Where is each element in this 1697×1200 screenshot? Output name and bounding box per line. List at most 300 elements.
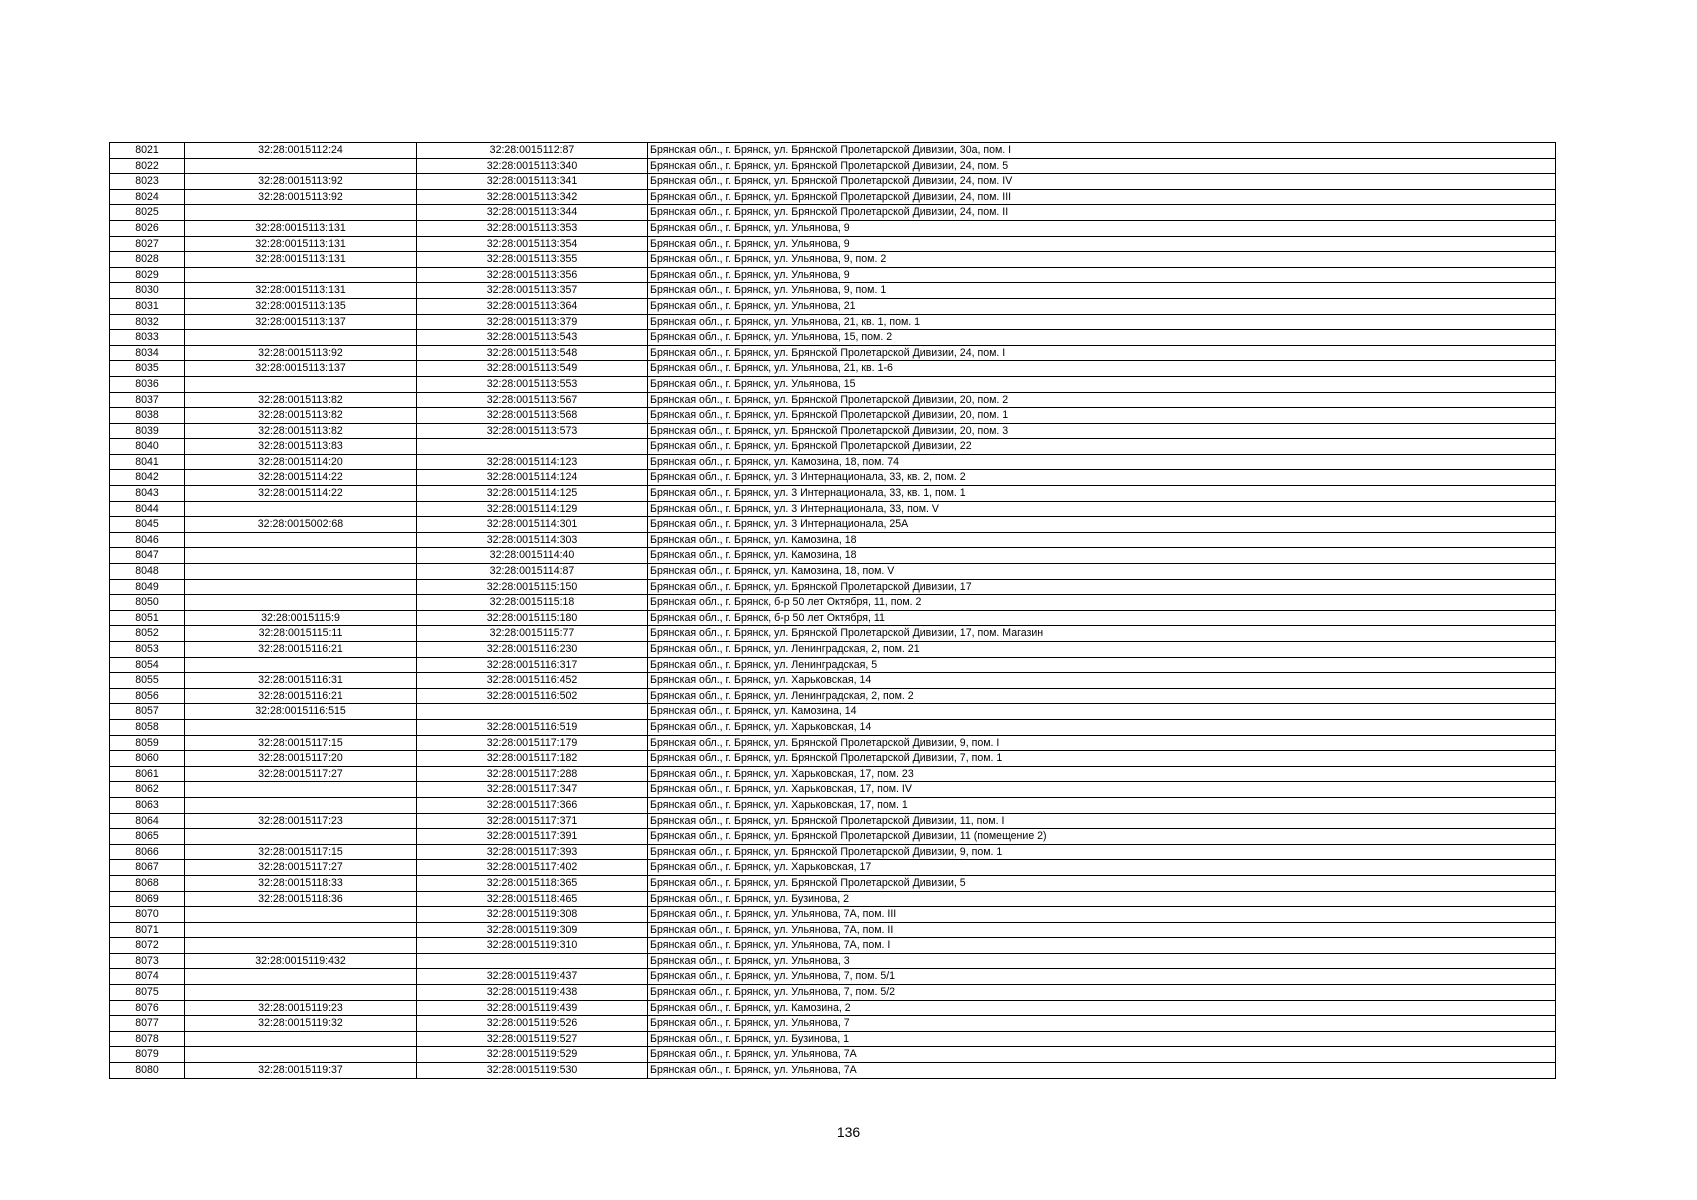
address-cell: Брянская обл., г. Брянск, ул. Ульянова, 7, пом. 5/1 [648,969,1556,985]
address-cell: Брянская обл., г. Брянск, ул. 3 Интернационала, 33, пом. V [648,501,1556,517]
row-number-cell: 8024 [110,189,185,205]
table-row [110,330,1556,346]
land-plot-cadastral-cell: 32:28:0015118:33 [185,875,417,891]
table-row [110,517,1556,533]
address-cell: Брянская обл., г. Брянск, ул. Камозина, 14 [648,704,1556,720]
address-cell: Брянская обл., г. Брянск, ул. Брянской Пролетарской Дивизии, 22 [648,439,1556,455]
table-row [110,392,1556,408]
row-number-cell: 8044 [110,501,185,517]
address-cell: Брянская обл., г. Брянск, ул. 3 Интернационала, 25А [648,517,1556,533]
row-number-cell: 8025 [110,205,185,221]
row-number-cell: 8054 [110,657,185,673]
row-number-cell: 8076 [110,1000,185,1016]
row-number-cell: 8043 [110,486,185,502]
address-cell: Брянская обл., г. Брянск, ул. Брянской Пролетарской Дивизии, 17, пом. Магазин [648,626,1556,642]
table-row [110,283,1556,299]
row-number-cell: 8049 [110,579,185,595]
address-cell: Брянская обл., г. Брянск, ул. Брянской Пролетарской Дивизии, 20, пом. 2 [648,392,1556,408]
table-row [110,797,1556,813]
table-row [110,252,1556,268]
row-number-cell: 8069 [110,891,185,907]
row-number-cell: 8056 [110,688,185,704]
object-cadastral-cell: 32:28:0015118:365 [417,875,648,891]
row-number-cell: 8028 [110,252,185,268]
address-cell: Брянская обл., г. Брянск, ул. Брянской Пролетарской Дивизии, 24, пом. II [648,205,1556,221]
table-row [110,236,1556,252]
object-cadastral-cell: 32:28:0015113:342 [417,189,648,205]
address-cell: Брянская обл., г. Брянск, ул. Брянской Пролетарской Дивизии, 20, пом. 3 [648,423,1556,439]
address-cell: Брянская обл., г. Брянск, ул. Ульянова, 3 [648,953,1556,969]
address-cell: Брянская обл., г. Брянск, ул. Камозина, 18 [648,532,1556,548]
table-row [110,595,1556,611]
object-cadastral-cell: 32:28:0015117:182 [417,751,648,767]
table-row [110,267,1556,283]
land-plot-cadastral-cell: 32:28:0015116:31 [185,673,417,689]
object-cadastral-cell: 32:28:0015119:437 [417,969,648,985]
land-plot-cadastral-cell [185,376,417,392]
table-row [110,1031,1556,1047]
table-row [110,953,1556,969]
object-cadastral-cell: 32:28:0015114:301 [417,517,648,533]
land-plot-cadastral-cell: 32:28:0015115:11 [185,626,417,642]
address-cell: Брянская обл., г. Брянск, ул. Брянской Пролетарской Дивизии, 24, пом. I [648,345,1556,361]
object-cadastral-cell: 32:28:0015113:568 [417,408,648,424]
table-row [110,907,1556,923]
table-row [110,439,1556,455]
table-row [110,174,1556,190]
object-cadastral-cell: 32:28:0015114:40 [417,548,648,564]
object-cadastral-cell: 32:28:0015113:354 [417,236,648,252]
land-plot-cadastral-cell [185,1031,417,1047]
address-cell: Брянская обл., г. Брянск, ул. Харьковская, 14 [648,673,1556,689]
table-row [110,719,1556,735]
land-plot-cadastral-cell [185,782,417,798]
address-cell: Брянская обл., г. Брянск, ул. Харьковская, 17, пом. 23 [648,766,1556,782]
address-cell: Брянская обл., г. Брянск, ул. Ульянова, 21, кв. 1, пом. 1 [648,314,1556,330]
land-plot-cadastral-cell: 32:28:0015113:92 [185,174,417,190]
table-row [110,532,1556,548]
address-cell: Брянская обл., г. Брянск, ул. Харьковская, 17, пом. 1 [648,797,1556,813]
table-row [110,751,1556,767]
table-row [110,189,1556,205]
land-plot-cadastral-cell [185,595,417,611]
row-number-cell: 8080 [110,1063,185,1079]
land-plot-cadastral-cell: 32:28:0015117:23 [185,813,417,829]
land-plot-cadastral-cell [185,158,417,174]
object-cadastral-cell: 32:28:0015119:308 [417,907,648,923]
page-number: 136 [836,1124,861,1140]
land-plot-cadastral-cell [185,797,417,813]
address-cell: Брянская обл., г. Брянск, ул. Брянской Пролетарской Дивизии, 9, пом. 1 [648,844,1556,860]
address-cell: Брянская обл., г. Брянск, ул. Брянской Пролетарской Дивизии, 7, пом. 1 [648,751,1556,767]
address-cell: Брянская обл., г. Брянск, ул. Ульянова, 9 [648,267,1556,283]
table-row [110,860,1556,876]
land-plot-cadastral-cell: 32:28:0015113:92 [185,345,417,361]
object-cadastral-cell: 32:28:0015117:391 [417,829,648,845]
address-cell: Брянская обл., г. Брянск, ул. Камозина, 18, пом. V [648,564,1556,580]
land-plot-cadastral-cell: 32:28:0015119:32 [185,1016,417,1032]
row-number-cell: 8071 [110,922,185,938]
row-number-cell: 8031 [110,298,185,314]
row-number-cell: 8066 [110,844,185,860]
row-number-cell: 8045 [110,517,185,533]
object-cadastral-cell: 32:28:0015113:340 [417,158,648,174]
row-number-cell: 8034 [110,345,185,361]
land-plot-cadastral-cell: 32:28:0015116:515 [185,704,417,720]
row-number-cell: 8079 [110,1047,185,1063]
land-plot-cadastral-cell [185,829,417,845]
land-plot-cadastral-cell: 32:28:0015117:15 [185,735,417,751]
land-plot-cadastral-cell: 32:28:0015119:37 [185,1063,417,1079]
land-plot-cadastral-cell: 32:28:0015113:82 [185,392,417,408]
address-cell: Брянская обл., г. Брянск, ул. Брянской Пролетарской Дивизии, 5 [648,875,1556,891]
table-row [110,423,1556,439]
object-cadastral-cell: 32:28:0015113:379 [417,314,648,330]
land-plot-cadastral-cell: 32:28:0015113:135 [185,298,417,314]
row-number-cell: 8068 [110,875,185,891]
land-plot-cadastral-cell: 32:28:0015113:131 [185,220,417,236]
land-plot-cadastral-cell: 32:28:0015113:92 [185,189,417,205]
table-row [110,470,1556,486]
row-number-cell: 8039 [110,423,185,439]
land-plot-cadastral-cell: 32:28:0015114:22 [185,486,417,502]
object-cadastral-cell: 32:28:0015112:87 [417,143,648,159]
address-cell: Брянская обл., г. Брянск, ул. Камозина, 2 [648,1000,1556,1016]
land-plot-cadastral-cell: 32:28:0015117:15 [185,844,417,860]
address-cell: Брянская обл., г. Брянск, ул. Ленинградская, 2, пом. 21 [648,642,1556,658]
table-row [110,205,1556,221]
row-number-cell: 8075 [110,985,185,1001]
land-plot-cadastral-cell: 32:28:0015116:21 [185,688,417,704]
land-plot-cadastral-cell: 32:28:0015113:131 [185,283,417,299]
object-cadastral-cell: 32:28:0015115:180 [417,610,648,626]
land-plot-cadastral-cell: 32:28:0015117:27 [185,766,417,782]
land-plot-cadastral-cell [185,330,417,346]
land-plot-cadastral-cell [185,657,417,673]
object-cadastral-cell: 32:28:0015119:529 [417,1047,648,1063]
table-row [110,688,1556,704]
object-cadastral-cell: 32:28:0015114:129 [417,501,648,517]
object-cadastral-cell: 32:28:0015113:353 [417,220,648,236]
object-cadastral-cell: 32:28:0015115:150 [417,579,648,595]
land-plot-cadastral-cell: 32:28:0015114:20 [185,454,417,470]
row-number-cell: 8027 [110,236,185,252]
address-cell: Брянская обл., г. Брянск, ул. Ленинградская, 2, пом. 2 [648,688,1556,704]
row-number-cell: 8058 [110,719,185,735]
row-number-cell: 8067 [110,860,185,876]
row-number-cell: 8059 [110,735,185,751]
row-number-cell: 8041 [110,454,185,470]
address-cell: Брянская обл., г. Брянск, ул. Бузинова, 2 [648,891,1556,907]
land-plot-cadastral-cell [185,985,417,1001]
object-cadastral-cell: 32:28:0015119:526 [417,1016,648,1032]
land-plot-cadastral-cell [185,922,417,938]
address-cell: Брянская обл., г. Брянск, ул. Ульянова, 7А, пом. I [648,938,1556,954]
address-cell: Брянская обл., г. Брянск, ул. Ульянова, 7А [648,1063,1556,1079]
row-number-cell: 8055 [110,673,185,689]
address-cell: Брянская обл., г. Брянск, ул. Ульянова, 9 [648,236,1556,252]
land-plot-cadastral-cell: 32:28:0015113:82 [185,423,417,439]
land-plot-cadastral-cell: 32:28:0015114:22 [185,470,417,486]
row-number-cell: 8072 [110,938,185,954]
table-row [110,844,1556,860]
land-plot-cadastral-cell: 32:28:0015113:137 [185,361,417,377]
table-row [110,813,1556,829]
address-cell: Брянская обл., г. Брянск, ул. Камозина, 18 [648,548,1556,564]
object-cadastral-cell: 32:28:0015116:230 [417,642,648,658]
table-row [110,610,1556,626]
address-cell: Брянская обл., г. Брянск, ул. Бузинова, 1 [648,1031,1556,1047]
row-number-cell: 8057 [110,704,185,720]
table-row [110,657,1556,673]
table-row [110,938,1556,954]
row-number-cell: 8030 [110,283,185,299]
row-number-cell: 8060 [110,751,185,767]
address-cell: Брянская обл., г. Брянск, ул. Брянской Пролетарской Дивизии, 20, пом. 1 [648,408,1556,424]
land-plot-cadastral-cell [185,205,417,221]
object-cadastral-cell: 32:28:0015119:439 [417,1000,648,1016]
object-cadastral-cell [417,953,648,969]
object-cadastral-cell: 32:28:0015117:347 [417,782,648,798]
land-plot-cadastral-cell [185,564,417,580]
table-row [110,220,1556,236]
row-number-cell: 8078 [110,1031,185,1047]
address-cell: Брянская обл., г. Брянск, ул. 3 Интернационала, 33, кв. 1, пом. 1 [648,486,1556,502]
table-row [110,735,1556,751]
object-cadastral-cell: 32:28:0015113:364 [417,298,648,314]
land-plot-cadastral-cell [185,938,417,954]
object-cadastral-cell: 32:28:0015119:527 [417,1031,648,1047]
object-cadastral-cell: 32:28:0015116:452 [417,673,648,689]
row-number-cell: 8029 [110,267,185,283]
table-row [110,501,1556,517]
address-cell: Брянская обл., г. Брянск, ул. Брянской Пролетарской Дивизии, 11 (помещение 2) [648,829,1556,845]
object-cadastral-cell: 32:28:0015114:303 [417,532,648,548]
object-cadastral-cell: 32:28:0015113:344 [417,205,648,221]
registry-table-body [110,143,1556,1079]
address-cell: Брянская обл., г. Брянск, б-р 50 лет Октября, 11 [648,610,1556,626]
table-row [110,969,1556,985]
land-plot-cadastral-cell: 32:28:0015118:36 [185,891,417,907]
row-number-cell: 8038 [110,408,185,424]
object-cadastral-cell: 32:28:0015117:288 [417,766,648,782]
land-plot-cadastral-cell: 32:28:0015115:9 [185,610,417,626]
address-cell: Брянская обл., г. Брянск, ул. Харьковская, 17, пом. IV [648,782,1556,798]
land-plot-cadastral-cell [185,969,417,985]
land-plot-cadastral-cell: 32:28:0015119:23 [185,1000,417,1016]
table-row [110,143,1556,159]
row-number-cell: 8037 [110,392,185,408]
address-cell: Брянская обл., г. Брянск, ул. Ульянова, 21, кв. 1-6 [648,361,1556,377]
address-cell: Брянская обл., г. Брянск, ул. Ульянова, 9, пом. 1 [648,283,1556,299]
land-plot-cadastral-cell: 32:28:0015113:137 [185,314,417,330]
land-plot-cadastral-cell [185,501,417,517]
table-row [110,408,1556,424]
object-cadastral-cell: 32:28:0015113:573 [417,423,648,439]
registry-table [109,142,1556,1079]
address-cell: Брянская обл., г. Брянск, ул. Ульянова, 7А, пом. III [648,907,1556,923]
row-number-cell: 8033 [110,330,185,346]
address-cell: Брянская обл., г. Брянск, ул. Брянской Пролетарской Дивизии, 9, пом. I [648,735,1556,751]
object-cadastral-cell: 32:28:0015119:438 [417,985,648,1001]
table-row [110,875,1556,891]
table-row [110,1000,1556,1016]
row-number-cell: 8064 [110,813,185,829]
land-plot-cadastral-cell [185,719,417,735]
land-plot-cadastral-cell: 32:28:0015112:24 [185,143,417,159]
table-row [110,626,1556,642]
address-cell: Брянская обл., г. Брянск, ул. Ульянова, 7 [648,1016,1556,1032]
object-cadastral-cell: 32:28:0015114:125 [417,486,648,502]
table-row [110,642,1556,658]
land-plot-cadastral-cell: 32:28:0015002:68 [185,517,417,533]
row-number-cell: 8026 [110,220,185,236]
address-cell: Брянская обл., г. Брянск, ул. Брянской Пролетарской Дивизии, 24, пом. III [648,189,1556,205]
object-cadastral-cell: 32:28:0015113:567 [417,392,648,408]
land-plot-cadastral-cell: 32:28:0015113:83 [185,439,417,455]
row-number-cell: 8062 [110,782,185,798]
address-cell: Брянская обл., г. Брянск, ул. Ульянова, 7А [648,1047,1556,1063]
object-cadastral-cell: 32:28:0015116:502 [417,688,648,704]
address-cell: Брянская обл., г. Брянск, ул. Ленинградская, 5 [648,657,1556,673]
land-plot-cadastral-cell: 32:28:0015117:20 [185,751,417,767]
object-cadastral-cell: 32:28:0015119:310 [417,938,648,954]
address-cell: Брянская обл., г. Брянск, ул. Ульянова, 9, пом. 2 [648,252,1556,268]
object-cadastral-cell: 32:28:0015114:87 [417,564,648,580]
object-cadastral-cell: 32:28:0015113:553 [417,376,648,392]
table-row [110,361,1556,377]
row-number-cell: 8046 [110,532,185,548]
row-number-cell: 8077 [110,1016,185,1032]
object-cadastral-cell: 32:28:0015113:356 [417,267,648,283]
land-plot-cadastral-cell [185,907,417,923]
object-cadastral-cell: 32:28:0015113:543 [417,330,648,346]
row-number-cell: 8052 [110,626,185,642]
table-row [110,564,1556,580]
land-plot-cadastral-cell [185,548,417,564]
row-number-cell: 8065 [110,829,185,845]
table-row [110,704,1556,720]
land-plot-cadastral-cell [185,267,417,283]
land-plot-cadastral-cell: 32:28:0015113:82 [185,408,417,424]
object-cadastral-cell [417,704,648,720]
object-cadastral-cell: 32:28:0015113:355 [417,252,648,268]
row-number-cell: 8042 [110,470,185,486]
object-cadastral-cell: 32:28:0015116:317 [417,657,648,673]
row-number-cell: 8070 [110,907,185,923]
address-cell: Брянская обл., г. Брянск, ул. 3 Интернационала, 33, кв. 2, пом. 2 [648,470,1556,486]
address-cell: Брянская обл., г. Брянск, ул. Ульянова, 7А, пом. II [648,922,1556,938]
table-row [110,454,1556,470]
row-number-cell: 8032 [110,314,185,330]
land-plot-cadastral-cell: 32:28:0015119:432 [185,953,417,969]
object-cadastral-cell: 32:28:0015116:519 [417,719,648,735]
table-row [110,1047,1556,1063]
land-plot-cadastral-cell: 32:28:0015117:27 [185,860,417,876]
row-number-cell: 8063 [110,797,185,813]
land-plot-cadastral-cell: 32:28:0015113:131 [185,236,417,252]
row-number-cell: 8053 [110,642,185,658]
land-plot-cadastral-cell [185,532,417,548]
address-cell: Брянская обл., г. Брянск, ул. Брянской Пролетарской Дивизии, 24, пом. 5 [648,158,1556,174]
row-number-cell: 8061 [110,766,185,782]
land-plot-cadastral-cell: 32:28:0015113:131 [185,252,417,268]
row-number-cell: 8035 [110,361,185,377]
object-cadastral-cell: 32:28:0015113:341 [417,174,648,190]
land-plot-cadastral-cell [185,579,417,595]
address-cell: Брянская обл., г. Брянск, ул. Брянской Пролетарской Дивизии, 30а, пом. I [648,143,1556,159]
object-cadastral-cell: 32:28:0015114:124 [417,470,648,486]
table-row [110,922,1556,938]
row-number-cell: 8074 [110,969,185,985]
address-cell: Брянская обл., г. Брянск, ул. Ульянова, 15 [648,376,1556,392]
address-cell: Брянская обл., г. Брянск, ул. Брянской Пролетарской Дивизии, 11, пом. I [648,813,1556,829]
land-plot-cadastral-cell [185,1047,417,1063]
row-number-cell: 8023 [110,174,185,190]
table-row [110,1016,1556,1032]
object-cadastral-cell: 32:28:0015115:77 [417,626,648,642]
row-number-cell: 8048 [110,564,185,580]
table-row [110,766,1556,782]
table-row [110,376,1556,392]
row-number-cell: 8051 [110,610,185,626]
object-cadastral-cell: 32:28:0015117:179 [417,735,648,751]
object-cadastral-cell: 32:28:0015115:18 [417,595,648,611]
row-number-cell: 8073 [110,953,185,969]
object-cadastral-cell: 32:28:0015119:530 [417,1063,648,1079]
address-cell: Брянская обл., г. Брянск, ул. Брянской Пролетарской Дивизии, 24, пом. IV [648,174,1556,190]
address-cell: Брянская обл., г. Брянск, ул. Ульянова, 21 [648,298,1556,314]
table-row [110,985,1556,1001]
table-row [110,345,1556,361]
object-cadastral-cell: 32:28:0015113:549 [417,361,648,377]
table-row [110,782,1556,798]
address-cell: Брянская обл., г. Брянск, ул. Камозина, 18, пом. 74 [648,454,1556,470]
row-number-cell: 8021 [110,143,185,159]
table-row [110,548,1556,564]
object-cadastral-cell: 32:28:0015114:123 [417,454,648,470]
address-cell: Брянская обл., г. Брянск, ул. Харьковская, 17 [648,860,1556,876]
object-cadastral-cell: 32:28:0015117:366 [417,797,648,813]
address-cell: Брянская обл., г. Брянск, ул. Брянской Пролетарской Дивизии, 17 [648,579,1556,595]
row-number-cell: 8022 [110,158,185,174]
land-plot-cadastral-cell: 32:28:0015116:21 [185,642,417,658]
table-row [110,891,1556,907]
row-number-cell: 8040 [110,439,185,455]
table-row [110,673,1556,689]
row-number-cell: 8036 [110,376,185,392]
address-cell: Брянская обл., г. Брянск, ул. Ульянова, 7, пом. 5/2 [648,985,1556,1001]
object-cadastral-cell: 32:28:0015119:309 [417,922,648,938]
object-cadastral-cell: 32:28:0015117:393 [417,844,648,860]
address-cell: Брянская обл., г. Брянск, ул. Ульянова, 9 [648,220,1556,236]
object-cadastral-cell: 32:28:0015113:548 [417,345,648,361]
row-number-cell: 8047 [110,548,185,564]
address-cell: Брянская обл., г. Брянск, б-р 50 лет Октября, 11, пом. 2 [648,595,1556,611]
table-row [110,486,1556,502]
row-number-cell: 8050 [110,595,185,611]
table-row [110,579,1556,595]
table-row [110,1063,1556,1079]
object-cadastral-cell: 32:28:0015117:402 [417,860,648,876]
table-row [110,314,1556,330]
object-cadastral-cell: 32:28:0015113:357 [417,283,648,299]
table-row [110,158,1556,174]
table-row [110,829,1556,845]
address-cell: Брянская обл., г. Брянск, ул. Ульянова, 15, пом. 2 [648,330,1556,346]
table-row [110,298,1556,314]
address-cell: Брянская обл., г. Брянск, ул. Харьковская, 14 [648,719,1556,735]
